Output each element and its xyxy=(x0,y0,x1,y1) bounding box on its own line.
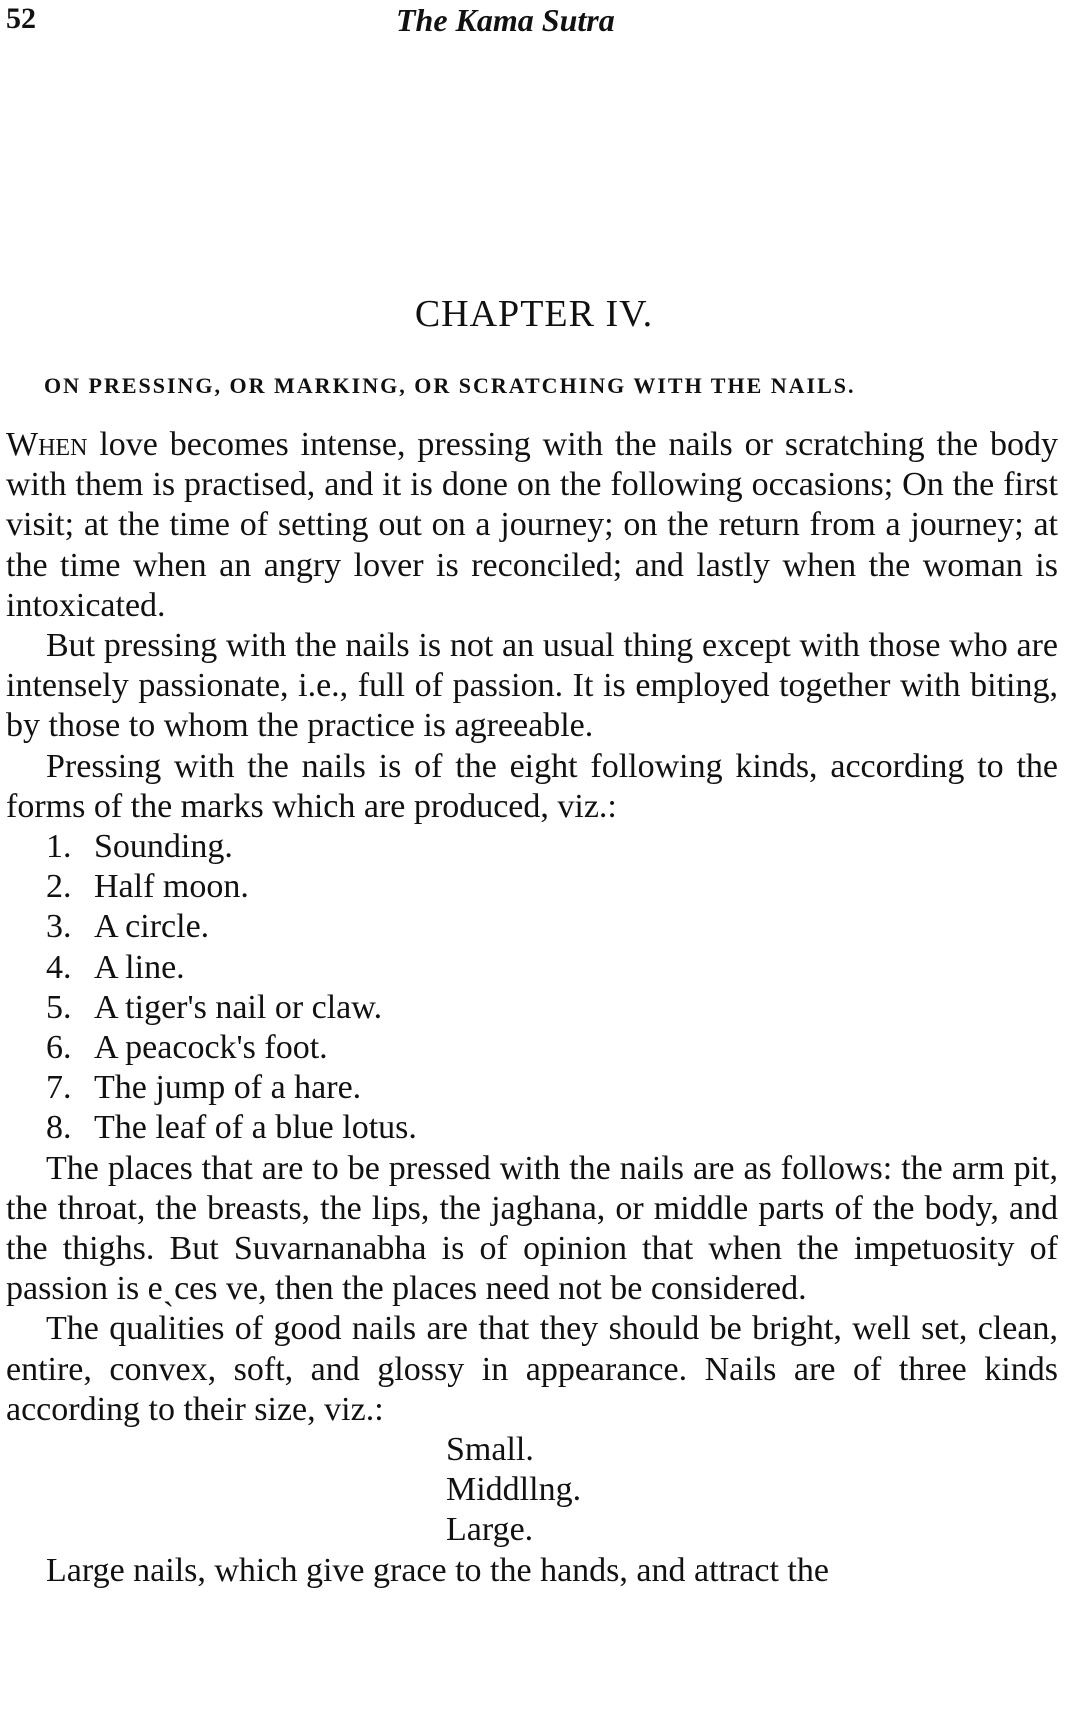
list-item xyxy=(46,1068,1058,1108)
paragraph-large-nails: Large nails, which give grace to the hands, and attract the xyxy=(46,1551,829,1589)
list-item xyxy=(46,1108,1058,1148)
list-item-number: 5. xyxy=(46,988,72,1026)
list-item xyxy=(46,827,1058,867)
list-item: Small. xyxy=(446,1431,534,1469)
list-item xyxy=(46,907,1058,947)
chapter-subtitle: ON PRESSING, OR MARKING, OR SCRATCHING WITH THE NAILS. xyxy=(44,373,856,398)
list-item-label: The jump of a hare. xyxy=(94,1069,362,1107)
paragraph-occasions-text: love becomes intense, pressing with the nails or scratching the body with them is practised, and it is done on the following occasions; On the first visit; at the time of setting out on a journey; on the return from a journey; at the time when an angry lover is reconciled; and lastly when the woman is intoxicated. xyxy=(6,426,1058,624)
list-item-label: Half moon. xyxy=(94,868,249,906)
list-item xyxy=(46,988,1058,1028)
page-number: 52 xyxy=(6,2,36,35)
list-item-label: A line. xyxy=(94,948,185,986)
list-item-number: 8. xyxy=(46,1109,72,1147)
list-item: Middllng. xyxy=(446,1471,582,1509)
nail-sizes-list xyxy=(6,1430,1058,1551)
list-item xyxy=(46,867,1058,907)
list-item-number: 1. xyxy=(46,828,72,866)
paragraph-usage: But pressing with the nails is not an usual thing except with those who are intensely passionate, i.e., full of passion. It is employed together with biting, by those to whom the practice is agreeable. xyxy=(6,627,1058,745)
list-item-number: 6. xyxy=(46,1029,72,1067)
nail-kinds-list xyxy=(6,827,1058,1149)
list-item-label: A peacock's foot. xyxy=(94,1029,328,1067)
paragraph-kinds-intro: Pressing with the nails is of the eight following kinds, according to the forms of the marks which are produced, viz.: xyxy=(6,747,1058,825)
body-text xyxy=(6,425,1058,1591)
running-head xyxy=(6,2,1046,42)
list-item-number: 3. xyxy=(46,908,72,946)
list-item-number: 4. xyxy=(46,948,72,986)
paragraph-qualities: The qualities of good nails are that they should be bright, well set, clean, entire, convex, soft, and glossy in appearance. Nails are of three kinds according to their size, viz.: xyxy=(6,1310,1058,1428)
list-item-label: Sounding. xyxy=(94,828,233,866)
list-item xyxy=(46,1028,1058,1068)
book-title: The Kama Sutra xyxy=(396,2,615,38)
paragraph-occasions xyxy=(6,425,1058,626)
paragraph-lead-word: When xyxy=(6,426,88,463)
list-item-number: 2. xyxy=(46,868,72,906)
list-item-label: A circle. xyxy=(94,908,210,946)
list-item xyxy=(46,948,1058,988)
paragraph-places: The places that are to be pressed with the nails are as follows: the arm pit, the throat, the breasts, the lips, the jaghana, or middle parts of the body, and the thighs. But Suvarnanabha is of opinion that when the impetuosity of passion is eˏces ve, then the places need not be considered. xyxy=(6,1149,1058,1308)
list-item-label: A tiger's nail or claw. xyxy=(94,988,383,1026)
chapter-title: CHAPTER IV. xyxy=(414,293,654,335)
list-item-label: The leaf of a blue lotus. xyxy=(94,1109,417,1147)
list-item: Large. xyxy=(446,1511,534,1549)
list-item-number: 7. xyxy=(46,1069,72,1107)
